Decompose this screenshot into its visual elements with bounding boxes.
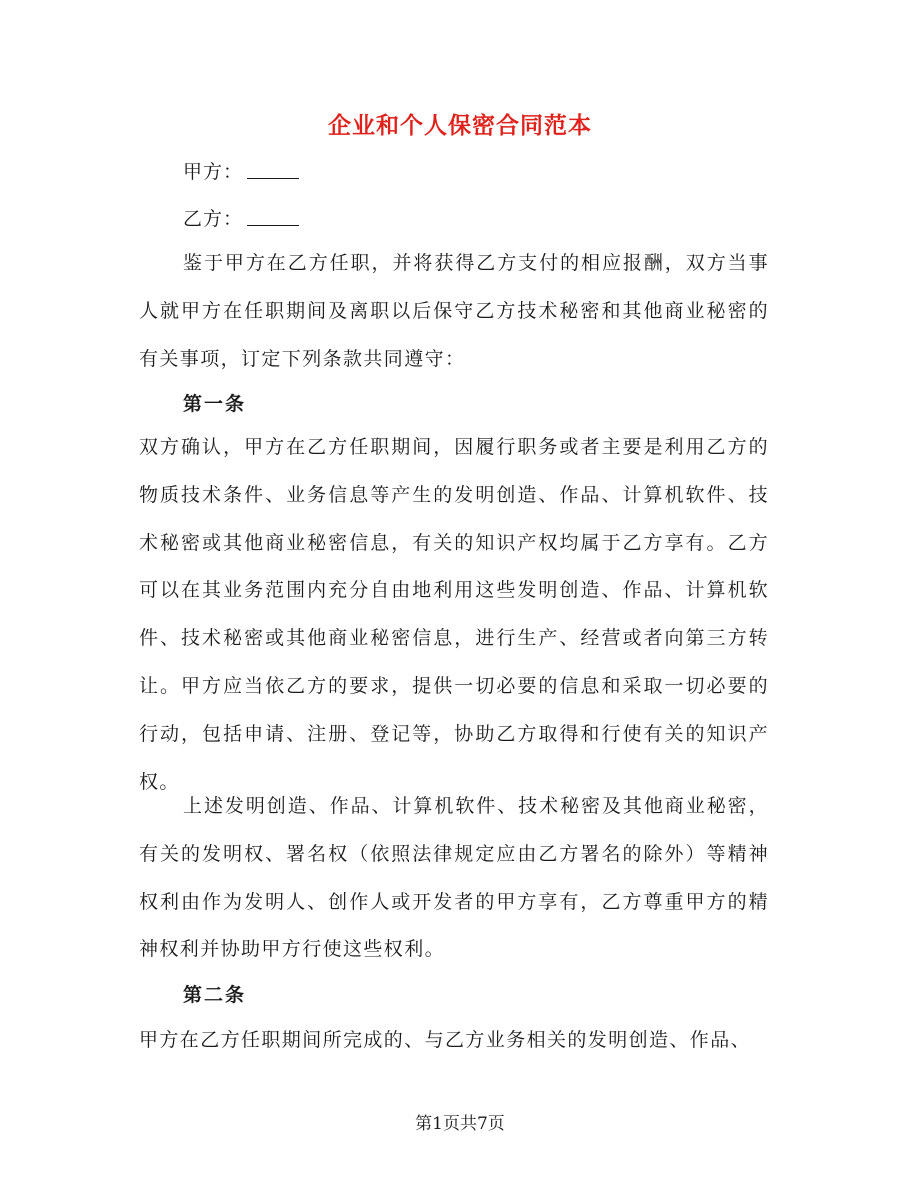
party-b-blank: [247, 207, 299, 226]
page-indicator: 第1页共7页: [415, 1114, 505, 1134]
party-a-label: 甲方：: [183, 161, 244, 183]
intro-paragraph: 鉴于甲方在乙方任职，并将获得乙方支付的相应报酬，双方当事人就甲方在任职期间及离职以后保守乙方技术秘密和其他商业秘密的有关事项，订定下列条款共同遵守：: [139, 252, 769, 370]
party-a-blank: [247, 160, 299, 179]
document-title: 企业和个人保密合同范本: [328, 112, 592, 139]
article-2-heading: 第二条: [183, 984, 247, 1006]
party-b-line: [183, 204, 299, 234]
party-b-label: 乙方：: [183, 208, 244, 230]
article-1-heading: 第一条: [183, 393, 247, 415]
article-1-paragraph-1: 双方确认，甲方在乙方任职期间，因履行职务或者主要是利用乙方的物质技术条件、业务信息等产生的发明创造、作品、计算机软件、技术秘密或其他商业秘密信息，有关的知识产权均属于乙方享有。乙方可以在其业务范围内充分自由地利用这些发明创造、作品、计算机软件、技术秘密或其他商业秘密信息，进行生产、经营或者向第三方转让。甲方应当依乙方的要求，提供一切必要的信息和采取一切必要的行动，包括申请、注册、登记等，协助乙方取得和行使有关的知识产权。: [139, 436, 769, 793]
party-a-line: [183, 157, 299, 187]
article-2-paragraph-1: 甲方在乙方任职期间所完成的、与乙方业务相关的发明创造、作品、: [139, 1029, 752, 1051]
article-1-paragraph-2: 上述发明创造、作品、计算机软件、技术秘密及其他商业秘密，有关的发明权、署名权（依照法律规定应由乙方署名的除外）等精神权利由作为发明人、创作人或开发者的甲方享有，乙方尊重甲方的精神权利并协助甲方行使这些权利。: [139, 795, 769, 961]
